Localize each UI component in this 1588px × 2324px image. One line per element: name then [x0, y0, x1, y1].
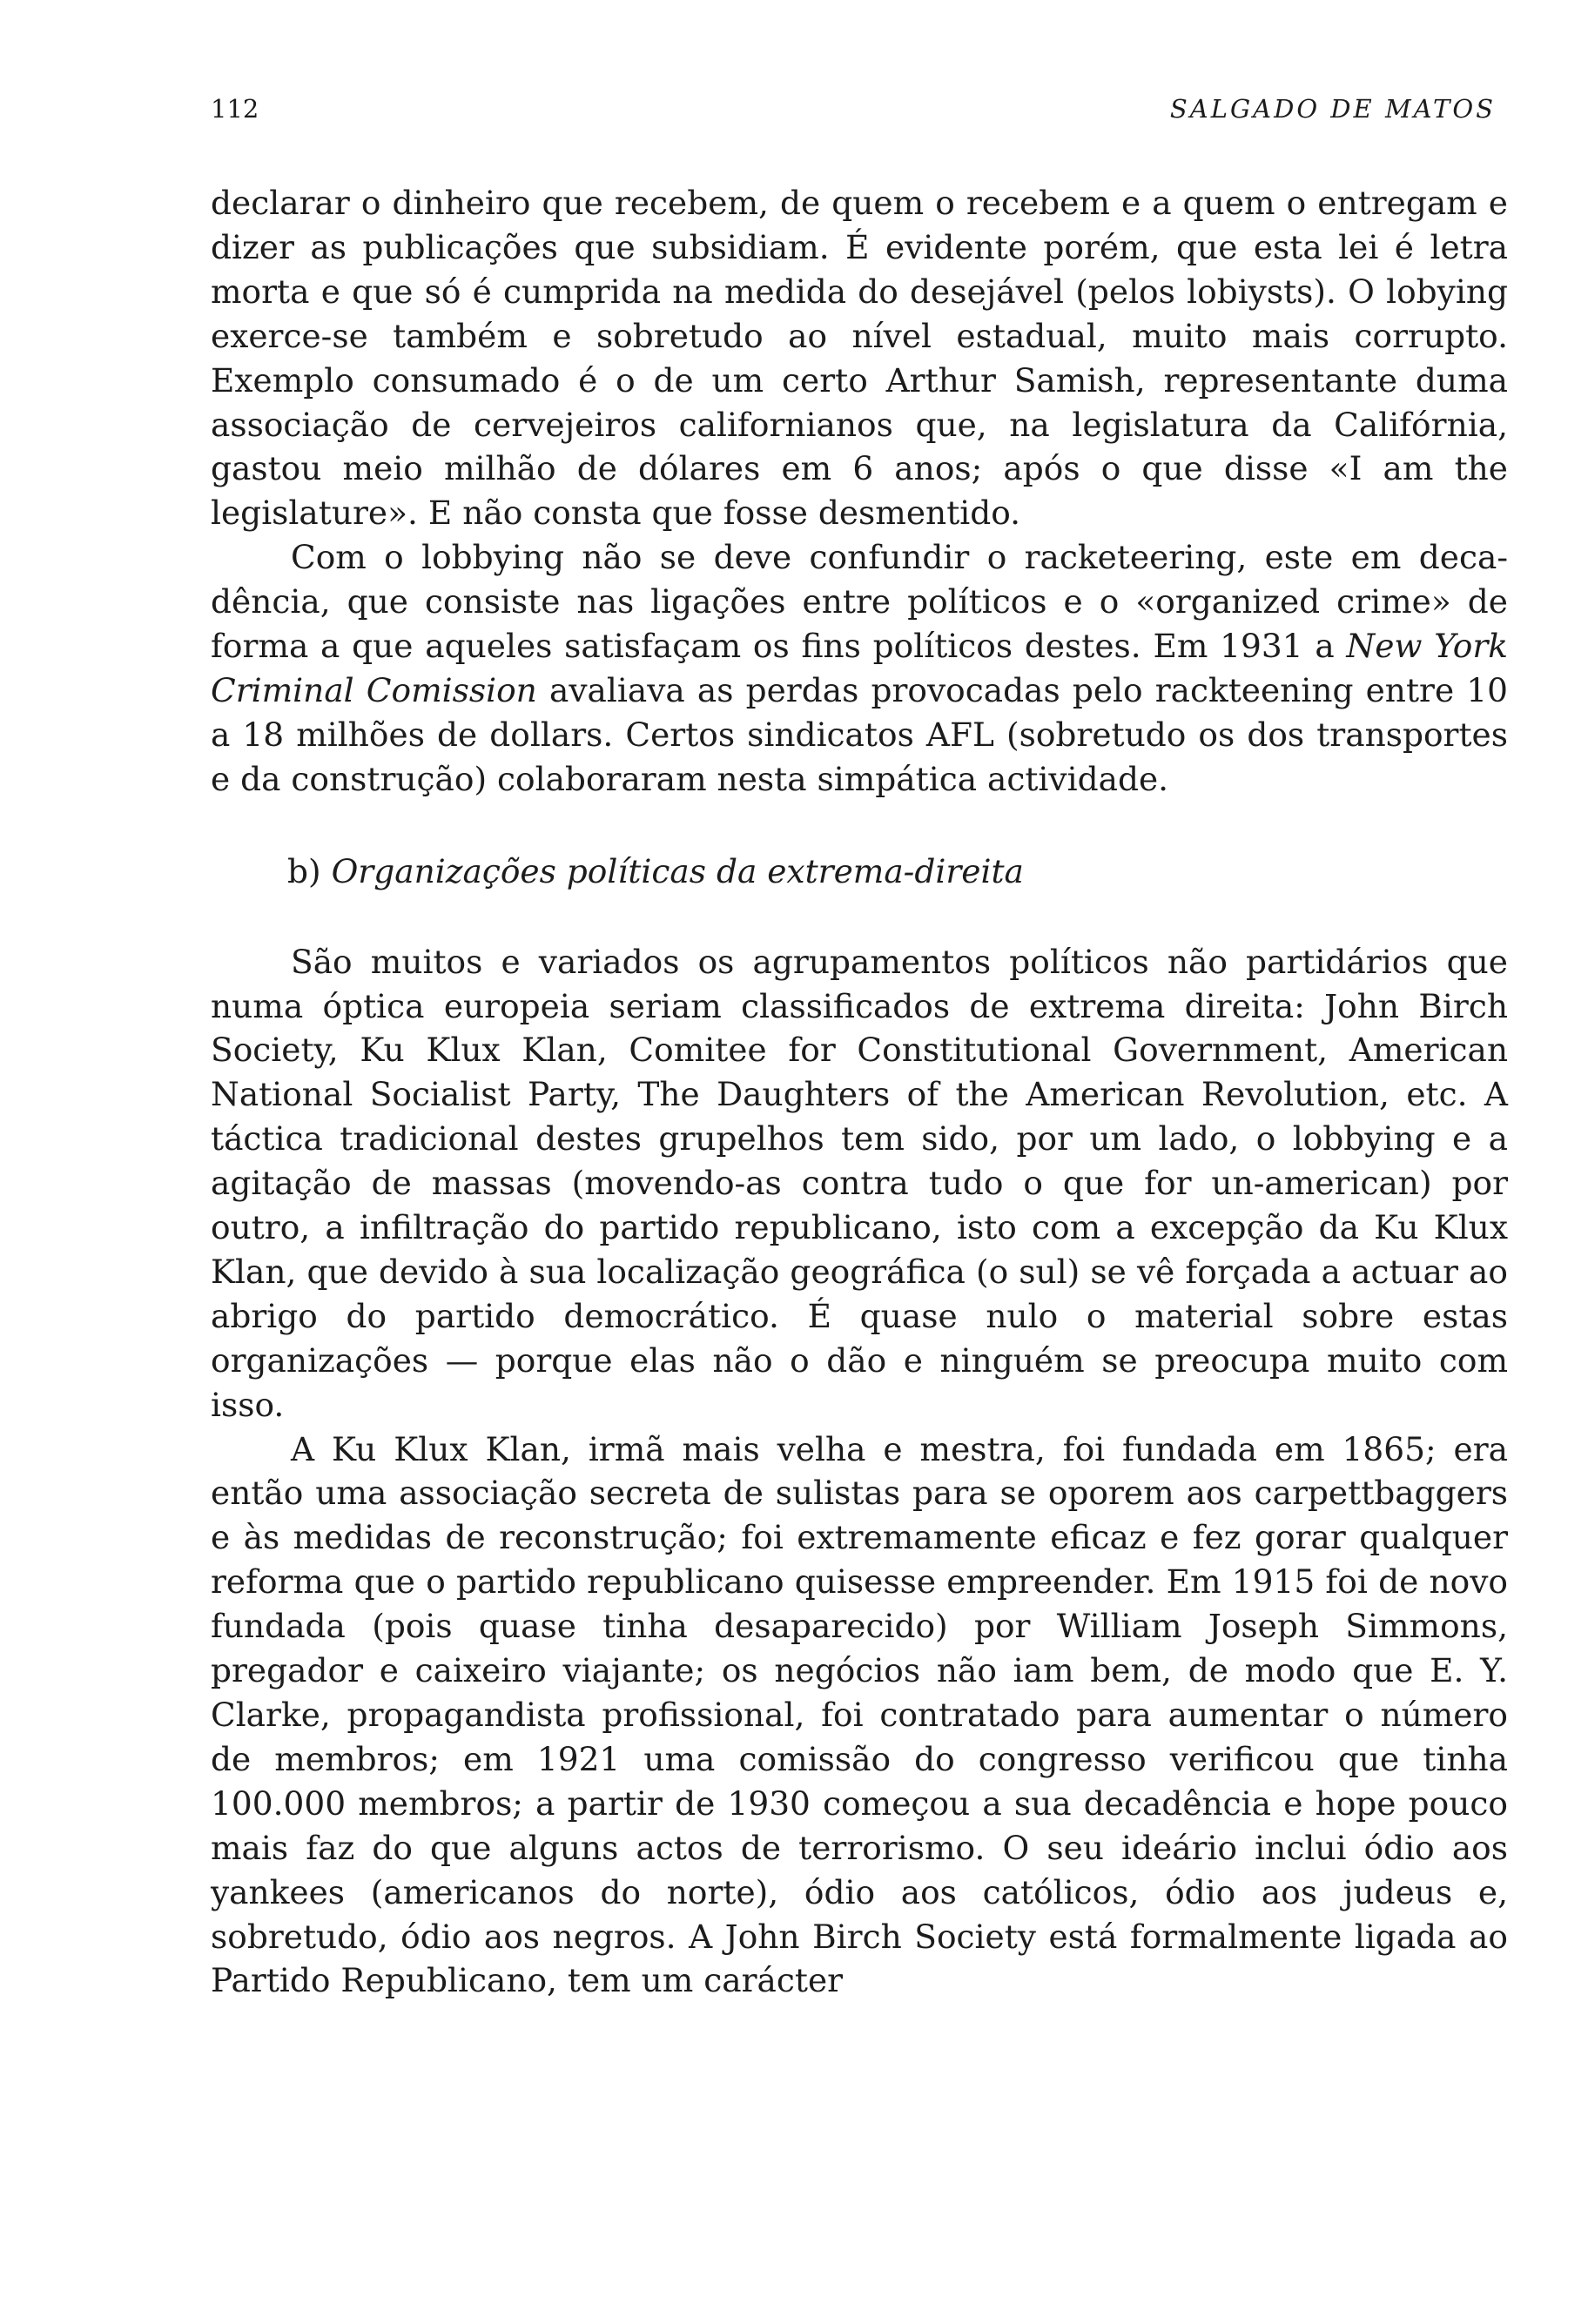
section-heading [211, 850, 1508, 894]
section-title: Organizações políticas da extrema-direita [331, 851, 1024, 890]
commission-name: New York Criminal Comission [211, 627, 1508, 709]
paragraph-far-right-groups: São muitos e variados os agrupamentos políticos não partidários que numa óptica europeia seriam classificados de extrema direita: John Birch Society, Ku Klux Klan, Comitee for Constitutional Government, American National Socialist Party, The Daughters of the American Revolution, etc. A táctica tradicional destes grupelhos tem sido, por um lado, o lobbying e a agitação de massas (movendo-as contra tudo o que for un-american) por outro, a infiltração do partido republicano, isto com a excepção da Ku Klux Klan, que devido à sua localização geográfica (o sul) se vê forçada a actuar ao abrigo do partido democrático. É quase nulo o material sobre estas organizações — porque elas não o dão e ninguém se preocupa muito com isso. [211, 942, 1508, 1424]
paragraph-racketeering-text-end: avaliava as perdas provocadas pelo rackteening entre 10 a 18 milhões de dollars. Certos sindicatos AFL (sobretudo os dos transportes e da construção) colaboraram nesta simpática actividade. [211, 670, 1508, 798]
running-title: SALGADO DE MATOS [1169, 94, 1496, 124]
body-text [211, 181, 1508, 2003]
paragraph-racketeering-text-start: Com o lobbying não se deve confundir o racketeering, este em decadência, que consiste nas ligações entre políticos e o «organized crime» de forma a que aqueles satisfaçam os fins políticos destes. Em 1931 a [211, 538, 1508, 666]
page-number: 112 [211, 94, 259, 124]
paragraph-continuation: declarar o dinheiro que recebem, de quem o recebem e a quem o entregam e dizer as publicações que subsidiam. É evidente porém, que esta lei é letra morta e que só é cumprida na medida do desejável (pelos lobiysts). O lobying exerce-se também e sobretudo ao nível estadual, muito mais corrupto. Exemplo consumado é o de um certo Arthur Samish, representante duma associação de cervejeiros californianos que, na legislatura da Califórnia, gastou meio milhão de dólares em 6 anos; após o que disse «I am the legislature». E não consta que fosse desmentido. [211, 184, 1508, 533]
running-head [211, 94, 1496, 129]
section-marker: b) [287, 851, 321, 890]
paragraph-racketeering [211, 535, 1508, 801]
paragraph-ku-klux-klan: A Ku Klux Klan, irmã mais velha e mestra, foi fundada em 1865; era então uma associação secreta de sulistas para se oporem aos carpettbaggers e às medidas de reconstrução; foi extremamente eficaz e fez gorar qualquer reforma que o partido republicano quisesse empreender. Em 1915 foi de novo fundada (pois quase tinha desaparecido) por William Joseph Simmons, pregador e caixeiro viajante; os negócios não iam bem, de modo que E. Y. Clarke, propagandista profissional, foi contratado para aumentar o número de membros; em 1921 uma comissão do congresso verificou que tinha 100.000 membros; a partir de 1930 começou a sua decadência e hope pouco mais faz do que alguns actos de terrorismo. O seu ideário inclui ódio aos yankees (americanos do norte), ódio aos católicos, ódio aos judeus e, sobretudo, ódio aos negros. A John Birch Society está formalmente ligada ao Partido Republicano, tem um carácter [211, 1429, 1508, 2000]
